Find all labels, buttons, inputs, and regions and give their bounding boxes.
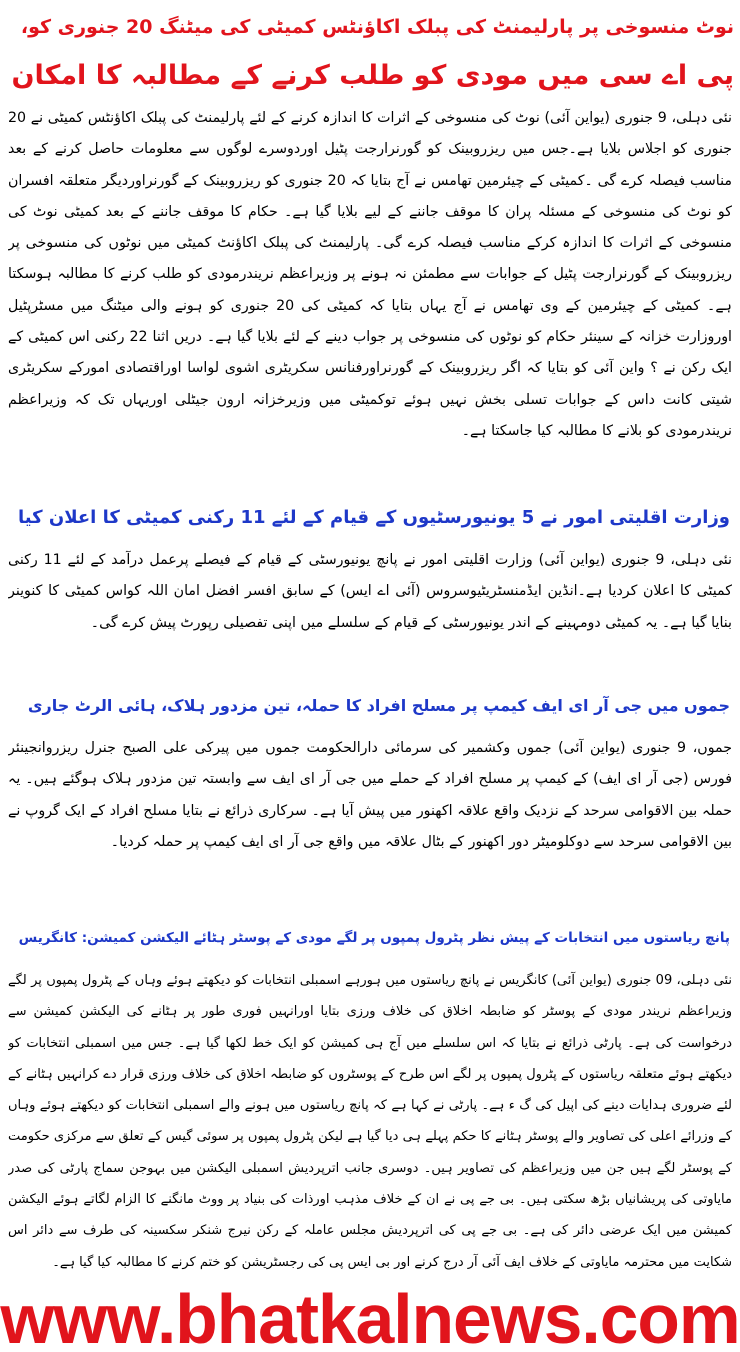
main-headline-line-2: پی اے سی میں مودی کو طلب کرنے کے مطالبہ کا امکان bbox=[11, 60, 734, 91]
story-2-headline: وزارت اقلیتی امور نے 5 یونیورسٹیوں کے قیام کے لئے 11 رکنی کمیٹی کا اعلان کیا bbox=[18, 507, 730, 528]
story-2-body: نئی دہلی، 9 جنوری (یواین آئی) وزارت اقلیتی امور نے پانچ یونیورسٹی کے قیام کے فیصلے پرعمل درآمد کے لئے 11 رکنی کمیٹی کا اعلان کردیا ہے۔انڈین ایڈمنسٹریٹیوسروس (آئی اے ایس) کے سابق افسر افضل امان اللہ کواس کمیٹی کا کنوینر بنایا گیا ہے۔ یہ کمیٹی دومہینے کے اندر یونیورسٹی کے قیام کے سلسلے میں اپنی تفصیلی رپورٹ پیش کرے گی۔ bbox=[8, 552, 732, 631]
website-watermark: www.bhatkalnews.com bbox=[0, 1288, 740, 1350]
story-3-headline: جموں میں جی آر ای ایف کیمپ پر مسلح افراد کا حملہ، تین مزدور ہلاک، ہائی الرٹ جاری bbox=[27, 696, 730, 715]
story-3-body: جموں، 9 جنوری (یواین آئی) جموں وکشمیر کی سرمائی دارالحکومت جموں میں پیرکی علی الصبح جنرل ریزروانجینئر فورس (جی آر ای ایف) کے کیمپ پر مسلح افراد کے حملے میں جی آر ای ایف سے وابستہ تین مزدور ہلاک ہوگئے ہیں۔ یہ حملہ بین الاقوامی سرحد کے نزدیک واقع علاقہ اکھنور میں پیش آیا ہے۔ سرکاری ذرائع نے بتایا مسلح افراد کے ایک گروپ نے بین الاقوامی سرحد سے دوکلومیٹر دور اکھنور کے بٹال علاقہ میں واقع جی آر ای ایف کیمپ پر حملہ کردیا۔ bbox=[8, 740, 732, 850]
story-1-body: نئی دہلی، 9 جنوری (یواین آئی) نوٹ کی منسوخی کے اثرات کا اندازہ کرنے کے لئے پارلیمنٹ کی پبلک اکاؤنٹس کمیٹی نے 20 جنوری کو اجلاس بلایا ہے۔جس میں ریزروبینک کو گورنرارجت پٹیل اوردوسرے لوگوں سے معلومات حاصل کرنے کے بعد مناسب فیصلہ کرے گی ۔کمیٹی کے چیئرمین تھامس نے آج بتایا کہ 20 جنوری کو ریزروبینک کے گورنراوردیگر متعلقہ افسران کو نوٹ کی منسوخی کے مسئلہ پران کا موقف جاننے کے لیے بلایا گیا ہے۔ حکام کا موقف جاننے کے بعد کمیٹی نوٹ کی منسوخی کے اثرات کا اندازہ کرکے مناسب فیصلہ کرے گی۔ پارلیمنٹ کی پبلک اکاؤنٹ کمیٹی میں نوٹوں کی منسوخی پر ریزروبینک کے گورنرارجت پٹیل کے جوابات سے مطمئن نہ ہونے پر وزیراعظم نریندرمودی کو طلب کرنے کا مطالبہ ہوسکتا ہے۔ کمیٹی کے چیئرمین کے وی تھامس نے آج یہاں بتایا کہ کمیٹی کی 20 جنوری کو ہونے والی میٹنگ میں مسٹرپٹیل اوروزارت خزانہ کے سینئر حکام کو نوٹوں کی منسوخی پر جواب دینے کے لئے بلایا گیا ہے۔ دریں اثنا 22 رکنی اس کمیٹی کے ایک رکن نے ؟ واین آئی کو بتایا کہ اگر ریزروبینک کے گورنراورفنانس سکریٹری اشوی لواسا اوراقتصادی امورکے سکریٹری شیتی کانت داس کے جوابات تسلی بخش نہیں ہوئے توکمیٹی میں وزیرخزانہ ارون جیٹلی اوریہاں تک کہ وزیراعظم نریندرمودی کو بلانے کا مطالبہ کیا جاسکتا ہے۔ bbox=[8, 110, 732, 439]
story-4-body: نئی دہلی، 09 جنوری (یواین آئی) کانگریس نے پانچ ریاستوں میں ہورہے اسمبلی انتخابات کو دیکھتے ہوئے وہاں کے پٹرول پمپوں پر لگے وزیراعظم نریندر مودی کے پوسٹر کو ضابطہ اخلاق کی خلاف ورزی بتایا اورانہیں فوری طور پر ہٹانے کی الیکشن کمیشن سے درخواست کی ہے۔ پارٹی ذرائع نے بتایا کہ اس سلسلے میں آج ہی کمیشن کو ایک خط لکھا گیا ہے۔ جس میں اسمبلی انتخابات کو دیکھتے ہوئے متعلقہ ریاستوں کے پٹرول پمپوں پر لگے اس طرح کے پوسٹروں کو ضابطہ اخلاق کی خلاف ورزی قرار دے کرانہیں ہٹانے کے لئے ضروری ہدایات دینے کی اپیل کی گ ء ہے۔ پارٹی نے کہا ہے کہ پانچ ریاستوں میں ہونے والے اسمبلی انتخابات کو دیکھتے ہوئے وہاں کے وزرائے اعلی کی تصاویر والے پوسٹر ہٹانے کا حکم پہلے ہی دیا گیا ہے لیکن پٹرول پمپوں پر سوئی گیس کے تعلق سے مرکزی حکومت کے پوسٹر لگے ہیں جن میں وزیراعظم کی تصاویر ہیں۔ دوسری جانب اترپردیش اسمبلی الیکشن میں بہوجن سماج پارٹی کی صدر مایاوتی کی پریشانیاں بڑھ سکتی ہیں۔ بی جے پی نے ان کے خلاف مذہب اورذات کی بنیاد پر ووٹ مانگنے کا الزام لگاتے ہوئے الیکشن کمیشن میں ایک عرضی دائر کی ہے۔ بی جے پی کی اترپردیش مجلس عاملہ کے رکن نیرج شنکر سکسینہ کی طرف سے دائر اس شکایت میں محترمہ مایاوتی کے خلاف ایف آئی آر درج کرنے اور بی ایس پی کی رجسٹریشن کو ختم کرنے کا مطالبہ کیا گیا ہے۔ bbox=[8, 973, 732, 1270]
main-headline-line-1: نوٹ منسوخی پر پارلیمنٹ کی پبلک اکاؤنٹس کمیٹی کی میٹنگ 20 جنوری کو، bbox=[20, 16, 734, 38]
story-4-headline: پانچ ریاستوں میں انتخابات کے پیش نظر پٹرول پمپوں پر لگے مودی کے پوسٹر ہٹائے الیکشن کمیشن: کانگریس bbox=[18, 930, 730, 946]
